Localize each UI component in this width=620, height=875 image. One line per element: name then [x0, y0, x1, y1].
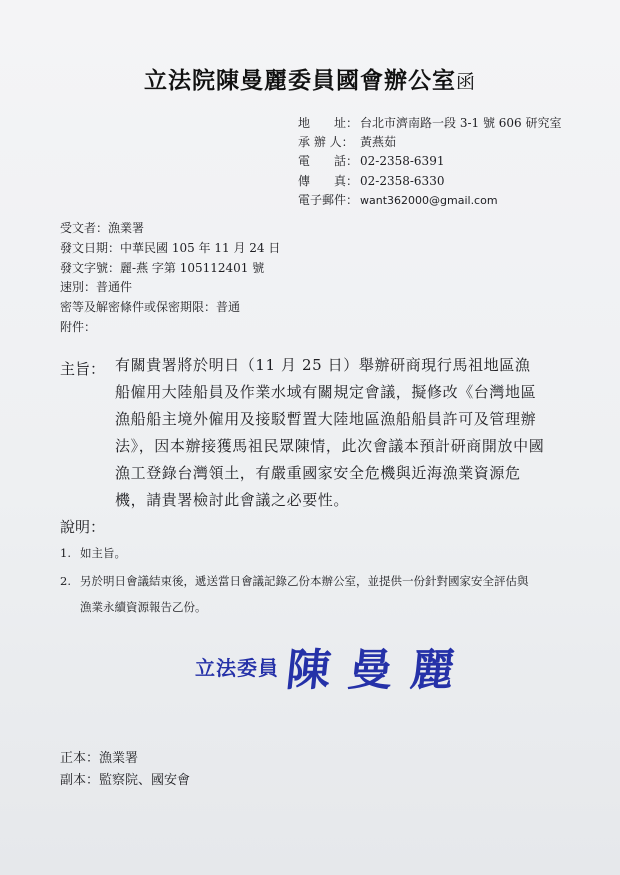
meta-security: 密等及解密條件或保密期限：普通: [60, 300, 241, 315]
contact-fax: 傳 真： 02-2358-6330: [298, 173, 445, 188]
copies-block: [60, 748, 190, 792]
contact-block: [298, 114, 562, 210]
signature-name: 陳曼麗: [283, 645, 476, 696]
subject-line: 有關貴署將於明日（11 月 25 日）舉辦研商現行馬祖地區漁: [115, 356, 531, 374]
meta-date: 發文日期：中華民國 105 年 11 月 24 日: [60, 240, 281, 255]
subject-line: 法》，因本辦接獲馬祖民眾陳情，此次會議本預計研商開放中國: [115, 437, 545, 455]
copy-secondary: 副本：監察院、國安會: [60, 773, 191, 788]
note-item-continuation: 漁業永續資源報告乙份。: [80, 600, 207, 614]
signature-role: 立法委員: [195, 655, 279, 680]
title-suffix: 函: [455, 71, 476, 93]
signature-stamp: [195, 636, 476, 696]
notes-label: 說明：: [60, 518, 106, 536]
subject-line: 漁船船主境外僱用及接駁暫置大陸地區漁船船員許可及管理辦: [115, 410, 537, 428]
contact-email: 電子郵件： want362000@gmail.com: [298, 192, 498, 207]
subject-label: 主旨：: [60, 360, 106, 378]
document-meta: [60, 219, 280, 338]
copy-primary: 正本：漁業署: [60, 751, 139, 766]
meta-attachment: 附件：: [60, 319, 97, 334]
subject-line: 船僱用大陸船員及作業水域有關規定會議，擬修改《台灣地區: [115, 383, 537, 401]
contact-address: 地 址： 台北市濟南路一段 3-1 號 606 研究室: [298, 116, 562, 130]
meta-speed: 速別：普通件: [60, 280, 133, 295]
meta-recipient: 受文者：漁業署: [60, 221, 145, 235]
meta-doc-number: 發文字號：麗-燕 字第 105112401 號: [60, 260, 265, 275]
title-main: 立法院陳曼麗委員國會辦公室: [143, 67, 456, 94]
contact-handler: 承 辦 人： 黃燕茹: [298, 135, 397, 150]
subject-body: [115, 352, 571, 514]
note-item: 2. 另於明日會議結束後，遞送當日會議記錄乙份本辦公室，並提供一份針對國家安全評估與: [60, 574, 529, 588]
note-item: 1. 如主旨。: [60, 546, 126, 560]
subject-line: 漁工登錄台灣領土，有嚴重國家安全危機與近海漁業資源危: [115, 464, 521, 482]
contact-phone: 電 話： 02-2358-6391: [298, 154, 445, 169]
document-title: [0, 62, 620, 95]
subject-line: 機，請貴署檢討此會議之必要性。: [115, 491, 350, 509]
